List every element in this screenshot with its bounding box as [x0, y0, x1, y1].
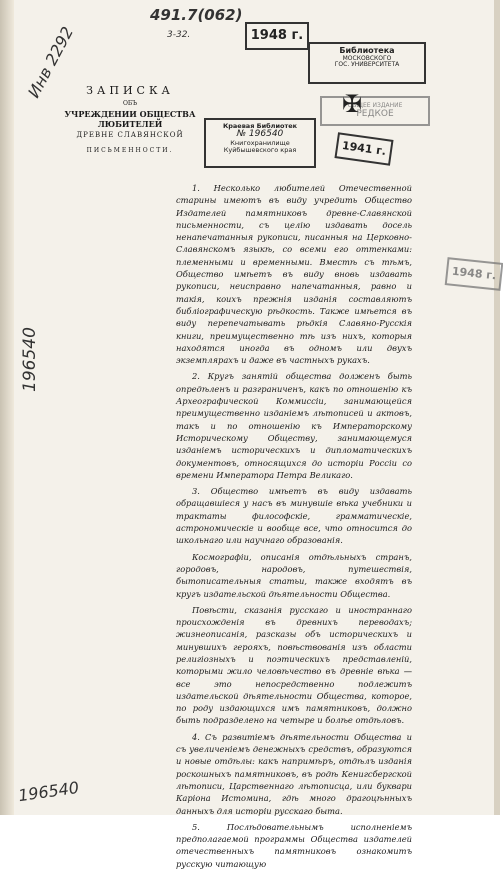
paragraph-5: Повѣсти, сказанія русскаго и иностраннаго происхожденія въ древнихъ переводахъ; жизнеописанія, разсказы объ историческихъ и минувшихъ герояхъ, повѣствованія изъ области религіозныхъ и поэтическихъ представленій, которыми жило человѣчество въ древніе вѣка — все это непосредственно подлежитъ издательской дѣятельности Общества, которое, по роду издающихся имъ памятниковъ, должно быть подразделено на четыре и болѣе отдѣловъ. [176, 604, 412, 726]
handwritten-subcode: 3-32. [167, 30, 191, 40]
regional-stamp-line1: Краевая Библиотек [222, 122, 298, 130]
title-line-3: ПИСЬМЕННОСТИ. [86, 147, 174, 154]
small-stamp-line2: РЕДКОЕ [356, 108, 394, 119]
paragraph-1: 1. Несколько любителей Отечественной старины имеютъ въ виду учредить Общество Издателей памятниковъ древне-Славянской письменности, съ целію издавать досель ненапечатанныя рукописи, писанныя на Церковно-Славянскомъ языкѣ, со всеми его оттенками: племенными и временными. Вместѣ съ тѣмъ, Общество имѣетъ въ виду вновь издавать рукописи, неисправно напечатанныя, равно и такія, коихъ прежнія изданія составляютъ библіографическую рѣдкость. Также имѣется въ виду перепечатывать рѣдкія Славяно-Русскія книги, преимущественно тѣ изъ нихъ, которыя находятся иногда въ одномъ или двухъ экземплярахъ и даже въ частныхъ рукахъ. [176, 183, 412, 366]
library-stamp [308, 42, 426, 84]
page-binding-edge [0, 0, 14, 815]
title-line-1: УЧРЕЖДЕНИИ ОБЩЕСТВА ЛЮБИТЕЛЕЙ [64, 109, 196, 129]
handwritten-classification: 491.7(062) [150, 6, 243, 24]
small-stamp-line1: ОБЩЕЕ ИЗДАНИЕ [347, 102, 403, 109]
library-stamp-line2: МОСКОВСКОГО [342, 54, 392, 62]
regional-stamp-line4: Куйбышевского края [223, 146, 297, 155]
library-stamp-line1: Библиотека [339, 46, 395, 55]
regional-stamp-line2: № 196540 [236, 129, 284, 140]
document-body [176, 182, 412, 874]
regional-library-stamp [204, 118, 316, 168]
year-stamp-right: 1948 г. [445, 257, 503, 291]
handwritten-side-number: 196540 [20, 327, 40, 392]
paragraph-6: 4. Съ развитіемъ дѣятельности Общества и съ увеличеніемъ денежныхъ средствъ, образуются и новые отдѣлы: какъ напримѣръ, отдѣлъ изданія роскошныхъ памятниковъ, въ родѣ Кенигсбергской лѣтописи, Царственнаго лѣтописца, или буквари Каріона Истомина, гдѣ много драгоцѣнныхъ данныхъ для исторіи русскаго быта. [176, 731, 412, 816]
document-title: ЗАПИСКА [86, 84, 174, 97]
paragraph-3: 3. Общество имѣетъ въ виду издавать обращавшіеся у насъ въ минувшіе вѣка учебники и трактаты философскіе, грамматическіе, астрономическіе и вообще все, что относится до школьнаго или научнаго образованія. [176, 486, 412, 546]
year-stamp-mid: 1941 г. [334, 132, 393, 166]
stamp-emblem-icon: ✠ [341, 90, 363, 118]
regional-stamp-line3: Книгохранилище [230, 139, 290, 148]
handwritten-inventory-note: Инв 2292 [24, 23, 78, 101]
title-preposition: ОБЪ [122, 100, 138, 107]
title-line-2: ДРЕВНЕ СЛАВЯНСКОЙ [76, 131, 184, 139]
small-stamp [320, 96, 430, 126]
paragraph-4: Космографіи, описанія отдѣльныхъ странъ, городовъ, народовъ, путешествія, бытописательныя статьи, также входятъ въ кругъ издательской дѣятельности Общества. [176, 551, 412, 599]
library-stamp-line3: ГОС. УНИВЕРСИТЕТА [334, 61, 400, 69]
paragraph-7: 5. Послѣдовательнымъ исполненіемъ предполагаемой программы Общества издателей отечественныхъ памятниковъ ознакомитъ русскую читающую [176, 821, 412, 869]
handwritten-bottom-number: 196540 [16, 777, 81, 806]
year-stamp-top: 1948 г. [245, 22, 309, 50]
paragraph-2: 2. Кругъ занятій общества долженъ быть опредѣленъ и разграниченъ, какъ по отношенію къ Археографической Коммиссіи, занимающейся преимущественно изданіемъ лѣтописей и актовъ, такъ и по отношенію къ Императорскому Историческому Обществу, занимающемуся изданіемъ историческихъ и дипломатическихъ документовъ, относящихся до исторіи Россіи со времени Императора Петра Великаго. [176, 371, 412, 480]
page-right-edge [494, 0, 500, 815]
title-block [40, 84, 220, 154]
